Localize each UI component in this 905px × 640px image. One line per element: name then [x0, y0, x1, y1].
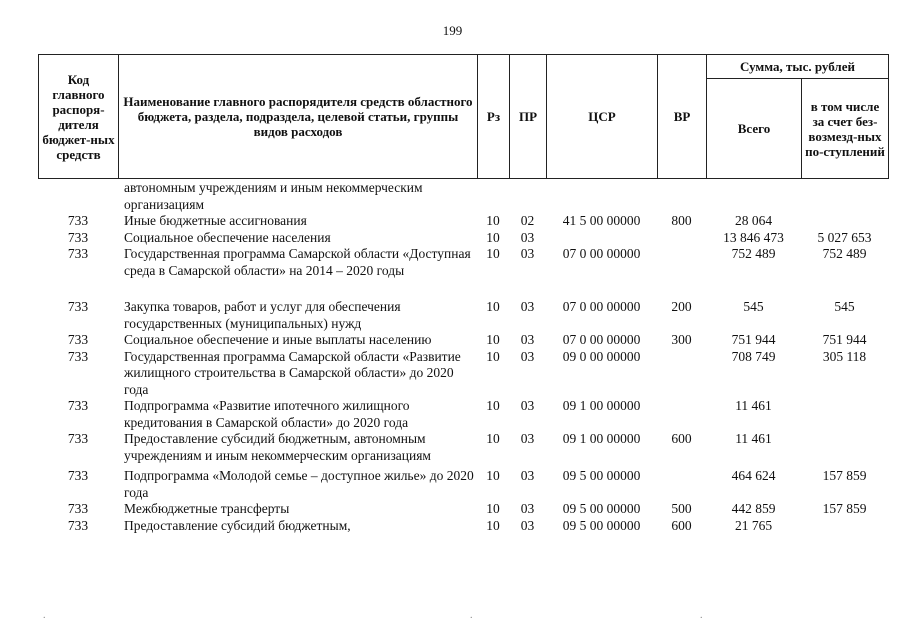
cell-vsego: 752 489 — [731, 246, 776, 261]
cell-vsego: 545 — [743, 299, 764, 314]
cell-rz: 10 — [486, 398, 500, 413]
cell-name: Предоставление субсидий бюджетным, — [124, 517, 351, 533]
table-row — [38, 332, 888, 349]
cell-rz: 10 — [486, 299, 500, 314]
table-row — [38, 468, 888, 501]
cell-pr: 03 — [520, 501, 535, 516]
cell-vr — [657, 398, 706, 431]
cell-pr: 03 — [520, 299, 535, 314]
cell-name: Подпрограмма «Молодой семье – доступное жилье» до 2020 года — [124, 468, 474, 500]
cell-bezvozm: 157 859 — [822, 468, 867, 483]
cell-vsego: 751 944 — [731, 332, 776, 347]
cell-pr: 03 — [520, 468, 535, 483]
cell-vr — [657, 230, 706, 247]
cell-rz: 10 — [486, 501, 500, 516]
cell-pr: 02 — [520, 213, 535, 228]
header-pr: ПР — [510, 55, 547, 179]
cell-csr — [546, 230, 657, 247]
cell-name: Социальное обеспечение населения — [124, 229, 331, 245]
cell-kod: 733 — [67, 501, 89, 516]
cell-pr: 03 — [520, 332, 535, 347]
table-row — [38, 230, 888, 247]
table-row — [38, 518, 888, 535]
cell-name: Социальное обеспечение и иные выплаты населению — [124, 332, 432, 347]
cell-csr — [546, 180, 657, 213]
table-row — [38, 299, 888, 332]
header-kod: Код главного распоря-дителя бюджет-ных средств — [39, 55, 119, 179]
cell-kod: 733 — [67, 431, 89, 446]
cell-kod: 733 — [67, 213, 89, 228]
header-vsego: Всего — [707, 79, 802, 179]
cell-pr: 03 — [520, 431, 535, 446]
cell-bezvozm — [801, 398, 888, 431]
cell-bezvozm: 5 027 653 — [817, 229, 872, 245]
cell-csr: 09 5 00 00000 — [562, 501, 641, 516]
cell-vsego: 28 064 — [734, 213, 773, 228]
cell-name: Закупка товаров, работ и услуг для обеспечения государственных (муниципальных) нужд — [124, 299, 401, 331]
cell-kod: 733 — [67, 332, 89, 347]
scan-mark: . — [43, 610, 46, 621]
cell-name: Подпрограмма «Развитие ипотечного жилищного кредитования в Самарской области» до 2020 года — [124, 398, 410, 430]
cell-bezvozm — [801, 180, 888, 213]
cell-pr — [509, 180, 546, 213]
cell-csr: 09 1 00 00000 — [562, 398, 641, 413]
cell-kod: 733 — [67, 246, 89, 261]
cell-kod: 733 — [67, 398, 89, 413]
cell-bezvozm — [801, 518, 888, 535]
header-rz: Рз — [478, 55, 510, 179]
table-row — [38, 213, 888, 230]
cell-rz — [477, 180, 509, 213]
cell-vr — [657, 180, 706, 213]
cell-vsego — [706, 180, 801, 213]
table-row — [38, 349, 888, 399]
cell-vr: 600 — [671, 431, 692, 446]
cell-vsego: 464 624 — [731, 468, 776, 483]
cell-bezvozm: 752 489 — [822, 246, 867, 261]
cell-bezvozm: 751 944 — [822, 332, 867, 347]
cell-name: Предоставление субсидий бюджетным, автономным учреждениям и иным некоммерческим организациям — [124, 431, 431, 463]
cell-vsego: 13 846 473 — [723, 229, 784, 245]
cell-csr: 09 5 00 00000 — [562, 468, 641, 483]
scan-mark: . — [700, 610, 703, 621]
cell-kod: 733 — [67, 468, 89, 483]
cell-rz: 10 — [486, 348, 500, 364]
table-row — [38, 246, 888, 279]
cell-pr: 03 — [520, 348, 535, 364]
cell-vsego: 442 859 — [731, 501, 776, 516]
cell-bezvozm — [801, 213, 888, 230]
cell-name: автономным учреждениям и иным некоммерческим организациям — [124, 180, 423, 212]
cell-vr: 200 — [671, 299, 692, 314]
cell-csr: 07 0 00 00000 — [562, 246, 641, 261]
cell-kod: 733 — [67, 229, 89, 245]
cell-bezvozm: 305 118 — [822, 348, 867, 364]
cell-rz: 10 — [486, 229, 500, 245]
header-bezvozm: в том числе за счет без-возмезд-ных по-ступлений — [802, 79, 889, 179]
cell-csr: 07 0 00 00000 — [562, 332, 641, 347]
header-name: Наименование главного распорядителя средств областного бюджета, раздела, подраздела, целевой статьи, группы видов расходов — [119, 55, 478, 179]
cell-name: Иные бюджетные ассигнования — [124, 213, 307, 228]
header-summa: Сумма, тыс. рублей — [707, 55, 889, 79]
cell-vsego: 11 461 — [735, 398, 772, 413]
table-row — [38, 501, 888, 518]
cell-rz: 10 — [486, 431, 500, 446]
cell-vsego: 708 749 — [731, 348, 776, 364]
table-row — [38, 180, 888, 213]
cell-pr: 03 — [520, 246, 535, 261]
cell-csr: 41 5 00 00000 — [562, 213, 641, 228]
cell-vr: 800 — [671, 213, 692, 228]
cell-rz: 10 — [486, 332, 500, 347]
cell-rz: 10 — [486, 517, 500, 533]
cell-rz: 10 — [486, 213, 500, 228]
cell-vr: 500 — [671, 501, 692, 516]
cell-bezvozm — [801, 431, 888, 464]
cell-csr: 09 0 00 00000 — [562, 348, 641, 364]
header-vr: ВР — [658, 55, 707, 179]
cell-bezvozm: 157 859 — [822, 501, 867, 516]
cell-pr: 03 — [520, 398, 535, 413]
cell-csr: 09 5 00 00000 — [562, 517, 641, 533]
header-csr: ЦСР — [547, 55, 658, 179]
cell-vr — [657, 349, 706, 399]
cell-name: Государственная программа Самарской области «Развитие жилищного строительства в Самарской области» до 2020 года — [124, 348, 461, 397]
cell-vr — [657, 246, 706, 279]
cell-kod: 733 — [67, 517, 89, 533]
table-row — [38, 398, 888, 431]
cell-csr: 09 1 00 00000 — [562, 431, 641, 446]
cell-pr: 03 — [520, 229, 535, 245]
cell-vr: 600 — [671, 517, 692, 533]
budget-table-body — [38, 180, 888, 534]
cell-csr: 07 0 00 00000 — [562, 299, 641, 314]
table-row — [38, 431, 888, 464]
cell-rz: 10 — [486, 246, 500, 261]
cell-vr: 300 — [671, 332, 692, 347]
cell-vr — [657, 468, 706, 501]
cell-name: Государственная программа Самарской области «Доступная среда в Самарской области» на 2014 – 2020 годы — [124, 246, 471, 278]
cell-pr: 03 — [520, 517, 535, 533]
cell-rz: 10 — [486, 468, 500, 483]
cell-bezvozm: 545 — [834, 299, 855, 314]
budget-table-header — [38, 54, 889, 179]
cell-name: Межбюджетные трансферты — [124, 501, 290, 516]
scan-mark: . — [470, 610, 473, 621]
cell-vsego: 11 461 — [735, 431, 772, 446]
cell-kod — [38, 180, 118, 213]
cell-kod: 733 — [67, 299, 89, 314]
cell-vsego: 21 765 — [734, 517, 773, 533]
cell-kod: 733 — [67, 348, 89, 364]
page-number: 199 — [442, 23, 463, 38]
